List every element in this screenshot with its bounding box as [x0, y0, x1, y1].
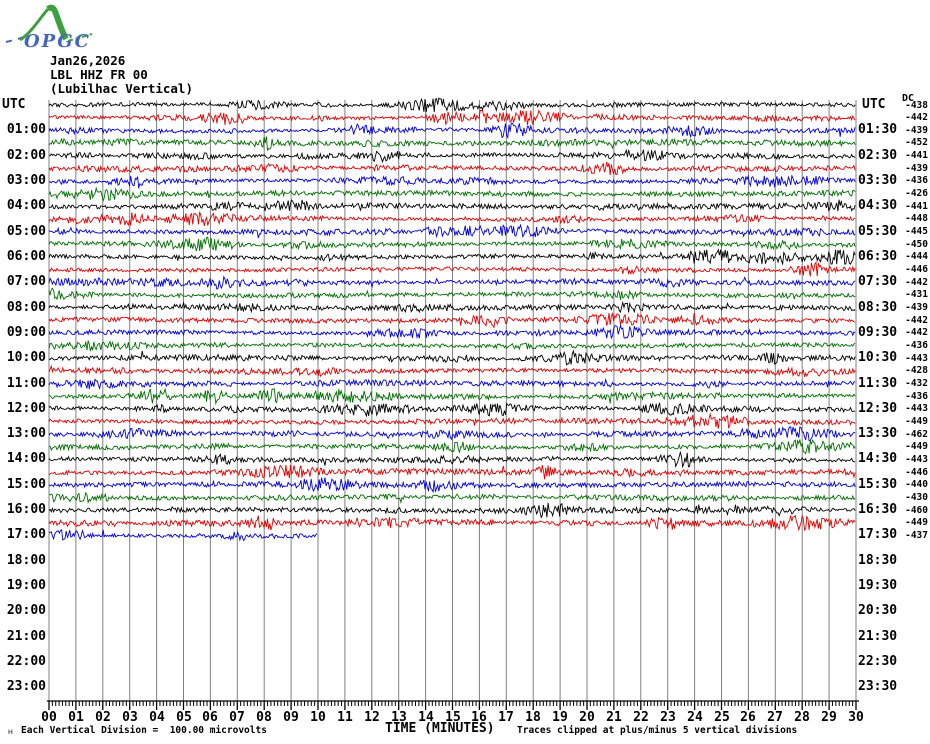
x-axis-tick-label: 13	[391, 710, 407, 725]
left-hour-label: 20:00	[6, 603, 46, 618]
x-axis-tick-label: 25	[714, 710, 730, 725]
x-axis-tick-label: 17	[498, 710, 514, 725]
dc-offset-value: -448	[905, 213, 928, 224]
dc-offset-value: -450	[905, 239, 928, 250]
right-half-hour-label: 07:30	[858, 274, 898, 289]
right-half-hour-label: 22:30	[858, 654, 898, 669]
dc-column-header: DC	[902, 93, 915, 104]
x-axis-tick-label: 08	[256, 710, 272, 725]
dc-offset-value: -443	[905, 403, 928, 414]
left-hour-label: 08:00	[6, 300, 46, 315]
header-date: Jan26,2026	[50, 53, 126, 68]
x-axis-tick-label: 07	[229, 710, 245, 725]
dc-offset-value: -442	[905, 315, 928, 326]
x-axis-tick-label: 15	[445, 710, 461, 725]
dc-offset-value: -436	[905, 340, 928, 351]
x-axis-tick-label: 30	[848, 710, 864, 725]
dc-offset-value: -446	[905, 467, 928, 478]
x-axis-tick-label: 00	[41, 710, 57, 725]
left-hour-label: 14:00	[6, 451, 46, 466]
right-half-hour-label: 09:30	[858, 325, 898, 340]
dc-offset-value: -439	[905, 302, 928, 313]
dc-offset-value: -452	[905, 137, 928, 148]
dc-offset-value: -432	[905, 378, 928, 389]
left-hour-label: 09:00	[6, 325, 46, 340]
left-hour-label: 11:00	[6, 376, 46, 391]
header-station: LBL HHZ FR 00	[50, 67, 148, 82]
right-half-hour-label: 18:30	[858, 553, 898, 568]
x-axis-tick-label: 27	[767, 710, 783, 725]
right-half-hour-label: 06:30	[858, 249, 898, 264]
dc-offset-value: -443	[905, 353, 928, 364]
right-utc-header: UTC	[862, 97, 886, 112]
right-half-hour-label: 01:30	[858, 122, 898, 137]
left-hour-label: 02:00	[6, 148, 46, 163]
x-axis-tick-label: 23	[660, 710, 676, 725]
dc-offset-value: -442	[905, 327, 928, 338]
dc-offset-value: -442	[905, 112, 928, 123]
dc-offset-value: -431	[905, 289, 928, 300]
dc-offset-value: -440	[905, 479, 928, 490]
right-half-hour-label: 23:30	[858, 679, 898, 694]
dc-offset-value: -437	[905, 530, 928, 541]
right-half-hour-label: 13:30	[858, 426, 898, 441]
dc-offset-value: -439	[905, 163, 928, 174]
right-half-hour-label: 05:30	[858, 224, 898, 239]
x-axis-tick-label: 11	[337, 710, 353, 725]
right-half-hour-label: 11:30	[858, 376, 898, 391]
left-hour-label: 12:00	[6, 401, 46, 416]
right-half-hour-label: 12:30	[858, 401, 898, 416]
left-hour-label: 06:00	[6, 249, 46, 264]
left-hour-label: 15:00	[6, 477, 46, 492]
right-half-hour-label: 10:30	[858, 350, 898, 365]
dc-offset-value: -449	[905, 441, 928, 452]
dc-offset-value: -443	[905, 454, 928, 465]
dc-offset-value: -462	[905, 429, 928, 440]
right-half-hour-label: 04:30	[858, 198, 898, 213]
left-hour-label: 05:00	[6, 224, 46, 239]
left-hour-label: 19:00	[6, 578, 46, 593]
left-utc-header: UTC	[2, 97, 26, 112]
x-axis-tick-label: 09	[283, 710, 299, 725]
x-axis-tick-label: 22	[633, 710, 649, 725]
x-axis-title: TIME (MINUTES)	[385, 721, 495, 736]
left-hour-label: 17:00	[6, 527, 46, 542]
dc-offset-value: -430	[905, 492, 928, 503]
left-hour-label: 01:00	[6, 122, 46, 137]
dc-offset-value: -439	[905, 125, 928, 136]
x-axis-tick-label: 18	[525, 710, 541, 725]
x-axis-tick-label: 28	[794, 710, 810, 725]
left-hour-label: 21:00	[6, 629, 46, 644]
right-half-hour-label: 21:30	[858, 629, 898, 644]
x-axis-tick-label: 12	[364, 710, 380, 725]
x-axis-tick-label: 19	[552, 710, 568, 725]
x-axis-tick-label: 26	[740, 710, 756, 725]
dc-offset-value: -449	[905, 517, 928, 528]
dc-offset-value: -441	[905, 150, 928, 161]
left-hour-label: 10:00	[6, 350, 46, 365]
x-axis-tick-label: 16	[471, 710, 487, 725]
footer-left-note: Each Vertical Division = 100.00 microvolts	[21, 725, 267, 736]
x-axis-tick-label: 21	[606, 710, 622, 725]
right-half-hour-label: 14:30	[858, 451, 898, 466]
left-hour-label: 22:00	[6, 654, 46, 669]
header-location: (Lubilhac Vertical)	[50, 81, 193, 96]
left-hour-label: 16:00	[6, 502, 46, 517]
dc-offset-value: -445	[905, 226, 928, 237]
right-half-hour-label: 19:30	[858, 578, 898, 593]
dc-offset-value: -442	[905, 277, 928, 288]
right-half-hour-label: 02:30	[858, 148, 898, 163]
x-axis-tick-label: 29	[821, 710, 837, 725]
footer-right-note: Traces clipped at plus/minus 5 vertical divisions	[517, 725, 798, 736]
dc-offset-value: -436	[905, 391, 928, 402]
logo-text: OPGC	[24, 31, 91, 52]
x-axis-tick-label: 01	[68, 710, 84, 725]
right-half-hour-label: 20:30	[858, 603, 898, 618]
dc-offset-value: -460	[905, 505, 928, 516]
right-half-hour-label: 08:30	[858, 300, 898, 315]
left-hour-label: 03:00	[6, 173, 46, 188]
left-hour-label: 04:00	[6, 198, 46, 213]
dc-offset-value: -449	[905, 416, 928, 427]
x-axis-tick-label: 06	[202, 710, 218, 725]
x-axis-tick-label: 04	[149, 710, 165, 725]
x-axis-tick-label: 20	[579, 710, 595, 725]
dc-offset-value: -426	[905, 188, 928, 199]
dc-offset-value: -438	[905, 100, 928, 111]
left-hour-label: 07:00	[6, 274, 46, 289]
x-axis-tick-label: 03	[122, 710, 138, 725]
seismic-trace-1700	[49, 530, 317, 541]
x-axis-tick-label: 10	[310, 710, 326, 725]
right-half-hour-label: 16:30	[858, 502, 898, 517]
dc-offset-value: -436	[905, 175, 928, 186]
x-axis-tick-label: 24	[687, 710, 703, 725]
right-half-hour-label: 15:30	[858, 477, 898, 492]
left-hour-label: 23:00	[6, 679, 46, 694]
left-hour-label: 18:00	[6, 553, 46, 568]
footer-mark: ʜ	[8, 727, 13, 736]
dc-offset-value: -441	[905, 201, 928, 212]
x-axis-tick-label: 02	[95, 710, 111, 725]
dc-offset-value: -428	[905, 365, 928, 376]
right-half-hour-label: 17:30	[858, 527, 898, 542]
right-half-hour-label: 03:30	[858, 173, 898, 188]
dc-offset-value: -446	[905, 264, 928, 275]
dc-offset-value: -444	[905, 251, 928, 262]
x-axis-tick-label: 05	[176, 710, 192, 725]
left-hour-label: 13:00	[6, 426, 46, 441]
x-axis-tick-label: 14	[418, 710, 434, 725]
